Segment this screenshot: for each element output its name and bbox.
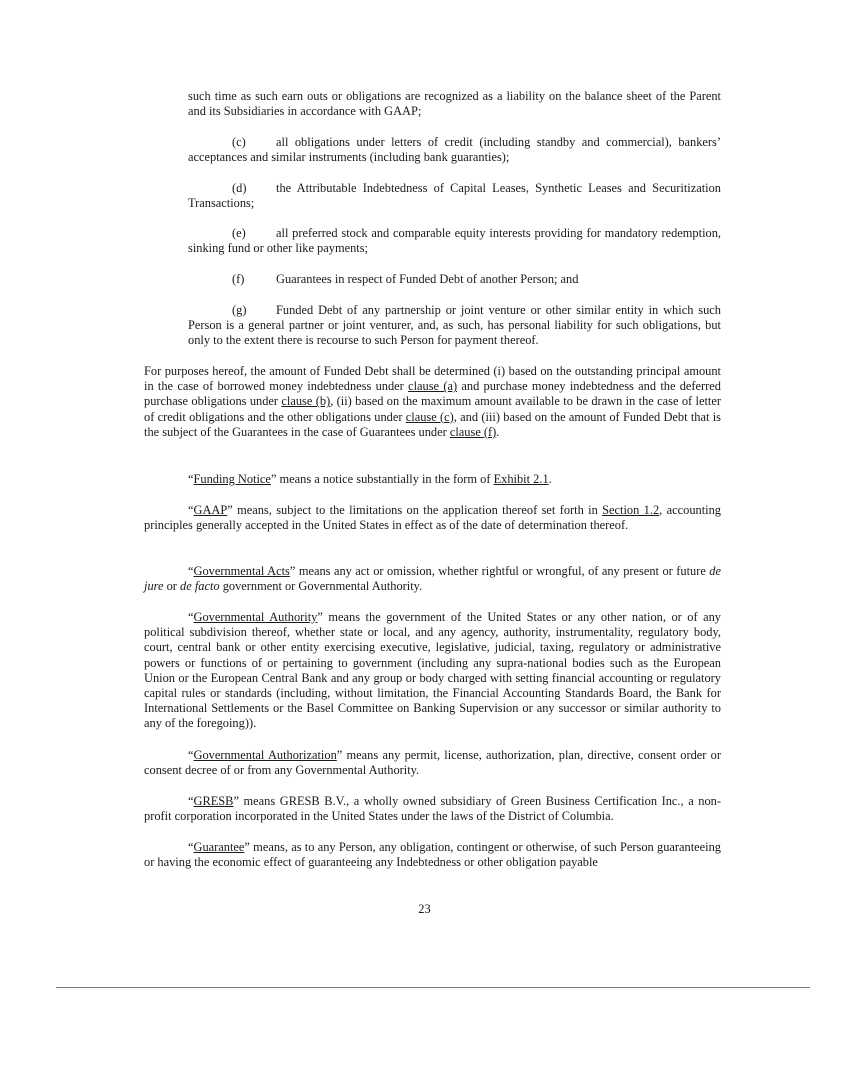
- list-label-c: (c): [232, 135, 246, 149]
- list-label-d: (d): [232, 181, 247, 195]
- page-number: 23: [418, 902, 431, 916]
- clause-f-reference: clause (f): [449, 424, 497, 439]
- definition-governmental-acts: “Governmental Acts” means any act or omission, whether rightful or wrongful, of any present or future de jure or de facto government or Governmental Authority.: [144, 564, 721, 594]
- list-text-e: all preferred stock and comparable equity interests providing for mandatory redemption, sinking fund or other like payments;: [188, 226, 721, 256]
- list-text-c: all obligations under letters of credit (including standby and commercial), bankers’ acceptances and similar instruments (including bank guaranties);: [188, 135, 721, 165]
- list-item-g: [188, 303, 721, 349]
- definition-gaap: “GAAP” means, subject to the limitations on the application thereof set forth in Section 1.2, accounting principles generally accepted in the United States in effect as of the date of determination thereof.: [144, 503, 721, 533]
- list-label-e: (e): [232, 226, 246, 240]
- defined-term: Governmental Authority: [193, 610, 318, 624]
- purposes-paragraph: For purposes hereof, the amount of Funded Debt shall be determined (i) based on the outstanding principal amount in the case of borrowed money indebtedness under clause (a) and purchase money indebtedness and the deferred purchase obligations under clause (b), (ii) based on the maximum amount available to be drawn in the case of letter of credit obligations and the other obligations under clause (c), and (iii) based on the amount of Funded Debt that is the subject of the Guarantees in the case of Guarantees under clause (f).: [144, 364, 722, 439]
- definition-guarantee: “Guarantee” means, as to any Person, any obligation, contingent or otherwise, of such Person guaranteeing or having the economic effect of guaranteeing any Indebtedness or other obligation payable: [144, 840, 721, 870]
- definition-governmental-authority: “Governmental Authority” means the government of the United States or any other nation, or of any political subdivision thereof, whether state or local, and any agency, authority, instrumentality, regulatory body, court, central bank or other entity exercising executive, legislative, judicial, taxing, regulatory or administrative powers or functions of or pertaining to government (including any supra-national bodies such as the European Union or the European Central Bank and any group or body charged with setting financial accounting or regulatory capital rules or standards (including, without limitation, the Financial Accounting Standards Board, the Bank for International Settlements or the Basel Committee on Banking Supervision or any successor or similar authority to any of the foregoing)).: [144, 610, 721, 731]
- definition-gresb: “GRESB” means GRESB B.V., a wholly owned subsidiary of Green Business Certification Inc., a non-profit corporation incorporated in the United States under the laws of the District of Columbia.: [144, 794, 721, 824]
- list-item-e: [188, 226, 721, 256]
- defined-term: GRESB: [193, 794, 234, 808]
- clause-a-reference: clause (a): [408, 379, 458, 394]
- exhibit-reference: Exhibit 2.1: [493, 472, 549, 486]
- list-label-f: (f): [232, 272, 245, 286]
- clause-b-reference: clause (b): [281, 394, 331, 409]
- list-text-f: Guarantees in respect of Funded Debt of another Person; and: [276, 272, 579, 286]
- continuation-paragraph: such time as such earn outs or obligations are recognized as a liability on the balance sheet of the Parent and its Subsidiaries in accordance with GAAP;: [188, 89, 721, 119]
- list-text-d: the Attributable Indebtedness of Capital Leases, Synthetic Leases and Securitization Transactions;: [188, 181, 721, 211]
- defined-term: Governmental Acts: [193, 564, 290, 578]
- list-item-c: [188, 135, 721, 165]
- list-item-f: [188, 272, 721, 287]
- section-reference: Section 1.2: [602, 503, 660, 517]
- list-text-g: Funded Debt of any partnership or joint venture or other similar entity in which such Person is a general partner or joint venturer, and, as such, has personal liability for such obligations, but only to the extent there is recourse to such Person for payment thereof.: [188, 303, 721, 348]
- defined-term: GAAP: [193, 503, 228, 517]
- defined-term: Guarantee: [193, 840, 245, 854]
- list-item-d: [188, 181, 721, 211]
- defined-term: Governmental Authorization: [193, 748, 337, 762]
- defined-term: Funding Notice: [193, 472, 271, 486]
- definition-governmental-authorization: “Governmental Authorization” means any permit, license, authorization, plan, directive, consent order or consent decree of or from any Governmental Authority.: [144, 748, 721, 778]
- definition-funding-notice: “Funding Notice” means a notice substantially in the form of Exhibit 2.1.: [188, 472, 552, 486]
- list-label-g: (g): [232, 303, 247, 317]
- footer-divider: [56, 987, 810, 988]
- clause-c-reference: clause (c): [405, 409, 454, 424]
